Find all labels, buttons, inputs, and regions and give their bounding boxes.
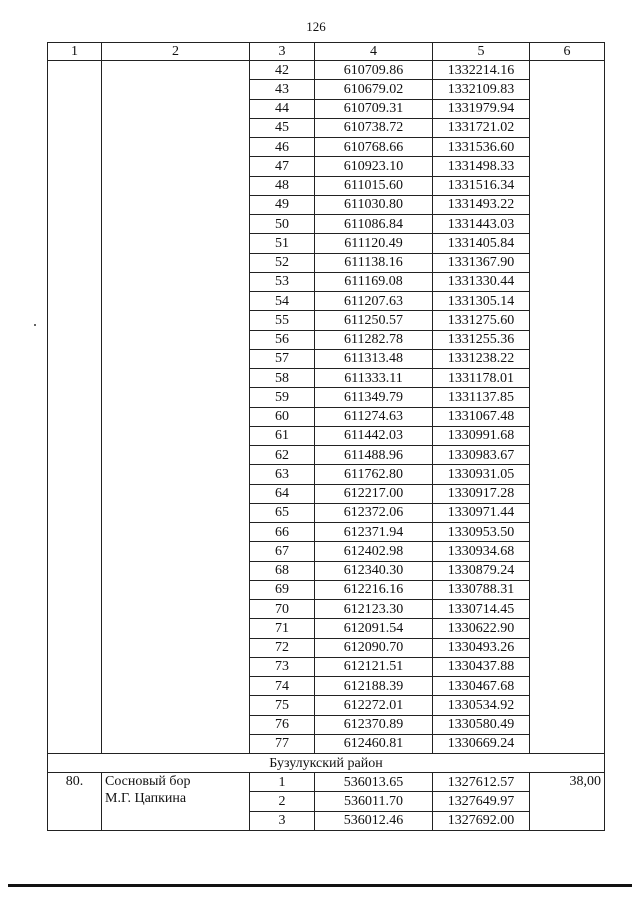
coord-y: 1331238.22 xyxy=(433,349,530,368)
point-number: 77 xyxy=(250,734,315,753)
coord-x: 611207.63 xyxy=(315,292,433,311)
point-number: 62 xyxy=(250,446,315,465)
coord-x: 612402.98 xyxy=(315,542,433,561)
coord-x: 611138.16 xyxy=(315,253,433,272)
point-number: 49 xyxy=(250,195,315,214)
point-number: 51 xyxy=(250,234,315,253)
point-number: 54 xyxy=(250,292,315,311)
coord-y: 1330917.28 xyxy=(433,484,530,503)
coord-y: 1330622.90 xyxy=(433,619,530,638)
point-number: 76 xyxy=(250,715,315,734)
coord-x: 611333.11 xyxy=(315,369,433,388)
column-header-4: 4 xyxy=(315,43,433,61)
coord-x: 612121.51 xyxy=(315,657,433,676)
point-number: 46 xyxy=(250,138,315,157)
coord-y: 1331498.33 xyxy=(433,157,530,176)
coord-x: 611169.08 xyxy=(315,272,433,291)
cell-col6-empty xyxy=(530,61,605,754)
coord-x: 610923.10 xyxy=(315,157,433,176)
coord-x: 611313.48 xyxy=(315,349,433,368)
coord-y: 1332214.16 xyxy=(433,61,530,80)
bottom-rule xyxy=(8,884,632,887)
coord-x: 611274.63 xyxy=(315,407,433,426)
table-row xyxy=(48,773,605,792)
coord-x: 610738.72 xyxy=(315,118,433,137)
coord-x: 610709.86 xyxy=(315,61,433,80)
point-number: 45 xyxy=(250,118,315,137)
coord-y: 1330971.44 xyxy=(433,503,530,522)
point-number: 55 xyxy=(250,311,315,330)
coord-y: 1331536.60 xyxy=(433,138,530,157)
coord-y: 1330788.31 xyxy=(433,580,530,599)
cell-col2-empty xyxy=(102,61,250,754)
coordinates-table xyxy=(47,42,605,831)
coord-x: 536011.70 xyxy=(315,792,433,811)
point-number: 68 xyxy=(250,561,315,580)
coord-y: 1330953.50 xyxy=(433,523,530,542)
column-header-5: 5 xyxy=(433,43,530,61)
coord-x: 610709.31 xyxy=(315,99,433,118)
coord-x: 612370.89 xyxy=(315,715,433,734)
coord-x: 612217.00 xyxy=(315,484,433,503)
scan-speck xyxy=(34,324,36,326)
region-row xyxy=(48,754,605,773)
point-number: 52 xyxy=(250,253,315,272)
point-number: 69 xyxy=(250,580,315,599)
entry-area: 38,00 xyxy=(530,773,605,831)
coord-x: 612372.06 xyxy=(315,503,433,522)
region-title: Бузулукский район xyxy=(48,754,605,773)
coord-x: 612123.30 xyxy=(315,600,433,619)
column-header-3: 3 xyxy=(250,43,315,61)
point-number: 1 xyxy=(250,773,315,792)
coord-y: 1330991.68 xyxy=(433,426,530,445)
point-number: 75 xyxy=(250,696,315,715)
coord-y: 1331275.60 xyxy=(433,311,530,330)
entry-name xyxy=(102,773,250,831)
coord-y: 1327649.97 xyxy=(433,792,530,811)
point-number: 66 xyxy=(250,523,315,542)
point-number: 53 xyxy=(250,272,315,291)
coord-x: 612272.01 xyxy=(315,696,433,715)
point-number: 43 xyxy=(250,80,315,99)
point-number: 65 xyxy=(250,503,315,522)
coord-y: 1332109.83 xyxy=(433,80,530,99)
coord-x: 611442.03 xyxy=(315,426,433,445)
coord-y: 1330931.05 xyxy=(433,465,530,484)
coord-x: 611086.84 xyxy=(315,215,433,234)
coord-y: 1331443.03 xyxy=(433,215,530,234)
coord-x: 611030.80 xyxy=(315,195,433,214)
coord-x: 612371.94 xyxy=(315,523,433,542)
point-number: 60 xyxy=(250,407,315,426)
column-header-2: 2 xyxy=(102,43,250,61)
coord-x: 610768.66 xyxy=(315,138,433,157)
coord-x: 611762.80 xyxy=(315,465,433,484)
coord-y: 1327692.00 xyxy=(433,811,530,830)
point-number: 73 xyxy=(250,657,315,676)
entry-name-line: М.Г. Цапкина xyxy=(105,791,187,806)
entry-number: 80. xyxy=(48,773,102,831)
point-number: 44 xyxy=(250,99,315,118)
point-number: 56 xyxy=(250,330,315,349)
coord-x: 612091.54 xyxy=(315,619,433,638)
coord-x: 612090.70 xyxy=(315,638,433,657)
cell-col1-empty xyxy=(48,61,102,754)
coord-y: 1331367.90 xyxy=(433,253,530,272)
coord-x: 612460.81 xyxy=(315,734,433,753)
coord-y: 1331721.02 xyxy=(433,118,530,137)
coord-y: 1327612.57 xyxy=(433,773,530,792)
coord-x: 612216.16 xyxy=(315,580,433,599)
coord-y: 1331516.34 xyxy=(433,176,530,195)
coord-y: 1330714.45 xyxy=(433,600,530,619)
coord-y: 1331330.44 xyxy=(433,272,530,291)
coord-x: 612188.39 xyxy=(315,677,433,696)
coord-y: 1331178.01 xyxy=(433,369,530,388)
coord-x: 611250.57 xyxy=(315,311,433,330)
header-row xyxy=(48,43,605,61)
point-number: 67 xyxy=(250,542,315,561)
point-number: 74 xyxy=(250,677,315,696)
coord-y: 1330493.26 xyxy=(433,638,530,657)
point-number: 70 xyxy=(250,600,315,619)
point-number: 3 xyxy=(250,811,315,830)
entry-name-line: Сосновый бор xyxy=(105,774,191,789)
coord-x: 611282.78 xyxy=(315,330,433,349)
point-number: 64 xyxy=(250,484,315,503)
point-number: 50 xyxy=(250,215,315,234)
coord-x: 612340.30 xyxy=(315,561,433,580)
point-number: 72 xyxy=(250,638,315,657)
point-number: 47 xyxy=(250,157,315,176)
coord-y: 1331255.36 xyxy=(433,330,530,349)
coord-y: 1331137.85 xyxy=(433,388,530,407)
coord-x: 611488.96 xyxy=(315,446,433,465)
coord-x: 611120.49 xyxy=(315,234,433,253)
coord-y: 1330879.24 xyxy=(433,561,530,580)
point-number: 48 xyxy=(250,176,315,195)
page-number: 126 xyxy=(306,19,326,34)
coord-y: 1331067.48 xyxy=(433,407,530,426)
point-number: 42 xyxy=(250,61,315,80)
column-header-6: 6 xyxy=(530,43,605,61)
coord-x: 610679.02 xyxy=(315,80,433,99)
point-number: 58 xyxy=(250,369,315,388)
coord-y: 1331305.14 xyxy=(433,292,530,311)
point-number: 63 xyxy=(250,465,315,484)
point-number: 2 xyxy=(250,792,315,811)
coord-y: 1330534.92 xyxy=(433,696,530,715)
coord-x: 536013.65 xyxy=(315,773,433,792)
coord-x: 536012.46 xyxy=(315,811,433,830)
coord-y: 1331493.22 xyxy=(433,195,530,214)
point-number: 61 xyxy=(250,426,315,445)
coord-y: 1330437.88 xyxy=(433,657,530,676)
column-header-1: 1 xyxy=(48,43,102,61)
coord-y: 1331405.84 xyxy=(433,234,530,253)
coord-y: 1330467.68 xyxy=(433,677,530,696)
coord-y: 1330580.49 xyxy=(433,715,530,734)
coord-x: 611015.60 xyxy=(315,176,433,195)
coord-y: 1330934.68 xyxy=(433,542,530,561)
coord-x: 611349.79 xyxy=(315,388,433,407)
point-number: 71 xyxy=(250,619,315,638)
point-number: 59 xyxy=(250,388,315,407)
point-number: 57 xyxy=(250,349,315,368)
coord-y: 1330669.24 xyxy=(433,734,530,753)
coord-y: 1330983.67 xyxy=(433,446,530,465)
coordinates-table-body xyxy=(48,43,605,831)
coord-y: 1331979.94 xyxy=(433,99,530,118)
table-row xyxy=(48,61,605,80)
